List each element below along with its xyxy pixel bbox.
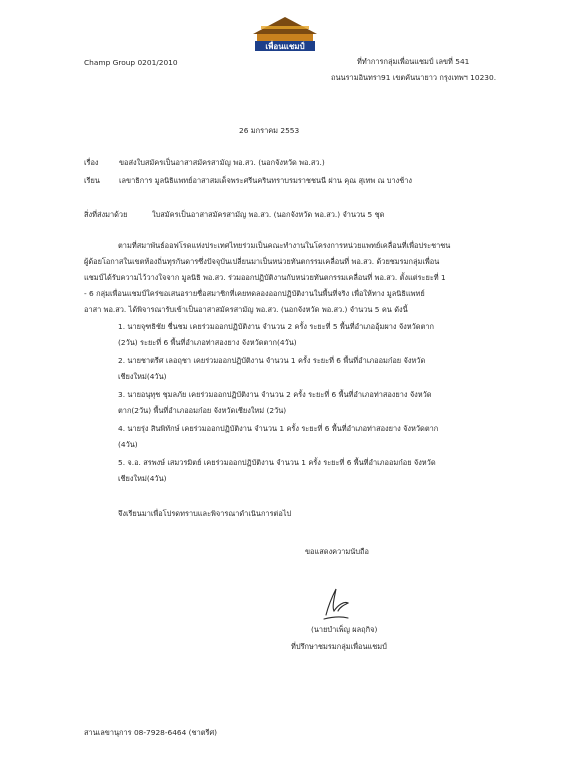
member-line: ตาก(2วัน) พื้นที่อำเภออมก๋อย จังหวัดเชียงใหม่ (2วัน) <box>118 406 287 415</box>
signer-name: (นายบำเพ็ญ ผลฤกิจ) <box>311 625 378 634</box>
member-line: 1. นายจุฑธิชัย ชื่นชม เคยร่วมออกปฏิบัติงาน จำนวน 2 ครั้ง ระยะที่ 5 พื้นที่อำเภออุ้มผาง จังหวัดตาก <box>118 322 435 331</box>
body-line: - 6 กลุ่มเพื่อนแชมป์ใคร่ขอเสนอรายชื่อสมาชิกที่เคยทดลองออกปฏิบัติงานในพื้นที่จริง เพื่อให้ทาง มูลนิธิแพทย์ <box>84 289 425 298</box>
body-line: แชมป์ได้รับความไว้วางใจจาก มูลนิธิ พอ.สว. ร่วมออกปฏิบัติงานกับหน่วยทันตกรรมเคลื่อนที่ พอ.สว. ตั้งแต่ระยะที่ 1 <box>84 273 446 282</box>
regards: ขอแสดงความนับถือ <box>305 547 369 556</box>
footer-contact: สานเลขานุการ 08-7928-6464 (ชาตรีศ) <box>84 728 218 737</box>
address-line-2: ถนนรามอินทรา91 เขตคันนายาว กรุงเทพฯ 10230. <box>331 73 497 82</box>
recipient-label: เรียน <box>84 176 100 185</box>
enclosure-label: สิ่งที่ส่งมาด้วย <box>84 210 128 219</box>
member-line: เชียงใหม่(4วัน) <box>118 474 167 483</box>
closing-request: จึงเรียนมาเพื่อโปรดทราบและพิจารณาดำเนินการต่อไป <box>118 509 292 518</box>
enclosure-text: ใบสมัครเป็นอาสาสมัครสามัญ พอ.สว. (นอกจังหวัด พอ.สว.) จำนวน 5 ชุด <box>152 210 385 219</box>
member-line: 3. นายอนุทุช ชุมลภัย เคยร่วมออกปฏิบัติงาน จำนวน 2 ครั้ง ระยะที่ 6 พื้นที่อำเภอท่าสองยาง จังหวัด <box>118 390 432 399</box>
member-line: 2. นายชาตรีศ เลอฤชา เคยร่วมออกปฏิบัติงาน จำนวน 1 ครั้ง ระยะที่ 6 พื้นที่อำเภออมก๋อย จังหวัด <box>118 356 426 365</box>
letter-date: 26 มกราคม 2553 <box>239 126 300 135</box>
body-line: อาสา พอ.สว. ได้พิจารณารับเข้าเป็นอาสาสมัครสามัญ พอ.สว. (นอกจังหวัด พอ.สว.) จำนวน 5 คน ดังนี้ <box>84 305 408 314</box>
logo-text: เพื่อนแชมป์ <box>265 42 305 51</box>
body-line: ตามที่สมาพันธ์ออฟโรดแห่งประเทศไทยร่วมเป็นคณะทำงานในโครงการหน่วยแพทย์เคลื่อนที่เพื่อประชาชน <box>118 241 451 250</box>
subject-text: ขอส่งใบสมัครเป็นอาสาสมัครสามัญ พอ.สว. (นอกจังหวัด พอ.สว.) <box>119 158 325 167</box>
body-line: ผู้ด้อยโอกาสในเขตท้องถิ่นทุรกันดารซึ่งปัจจุบันเปลี่ยนมาเป็นหน่วยทันตกรรมเคลื่อนที่ พอ.สว. ด้วยชมรมกลุ่มเพื่อน <box>84 257 440 266</box>
signature <box>318 585 358 621</box>
address-line-1: ที่ทำการกลุ่มเพื่อนแชมป์ เลขที่ 541 <box>357 57 470 66</box>
member-line: (4วัน) <box>118 440 138 449</box>
subject-label: เรื่อง <box>84 158 99 167</box>
signer-title: ที่ปรึกษาชมรมกลุ่มเพื่อนแชมป์ <box>291 642 387 651</box>
member-line: เชียงใหม่(4วัน) <box>118 372 167 381</box>
champ-group-logo <box>245 12 325 52</box>
reference-number: Champ Group 0201/2010 <box>84 58 178 67</box>
member-line: 4. นายรุ่ง สินพิทักษ์ เคยร่วมออกปฏิบัติงาน จำนวน 1 ครั้ง ระยะที่ 6 พื้นที่อำเภอท่าสองยาง จังหวัดตาก <box>118 424 439 433</box>
member-line: 5. จ.อ. สรพงษ์ เสมวรมิตย์ เคยร่วมออกปฏิบัติงาน จำนวน 1 ครั้ง ระยะที่ 6 พื้นที่อำเภออมก๋อย จังหวัด <box>118 458 436 467</box>
member-line: (2วัน) ระยะที่ 6 พื้นที่อำเภอท่าสองยาง จังหวัดตาก(4วัน) <box>118 338 297 347</box>
recipient-text: เลขาธิการ มูลนิธิแพทย์อาสาสมเด็จพระศรีนครินทราบรมราชชนนี ผ่าน คุณ สุเทพ ณ บางช้าง <box>119 176 413 185</box>
